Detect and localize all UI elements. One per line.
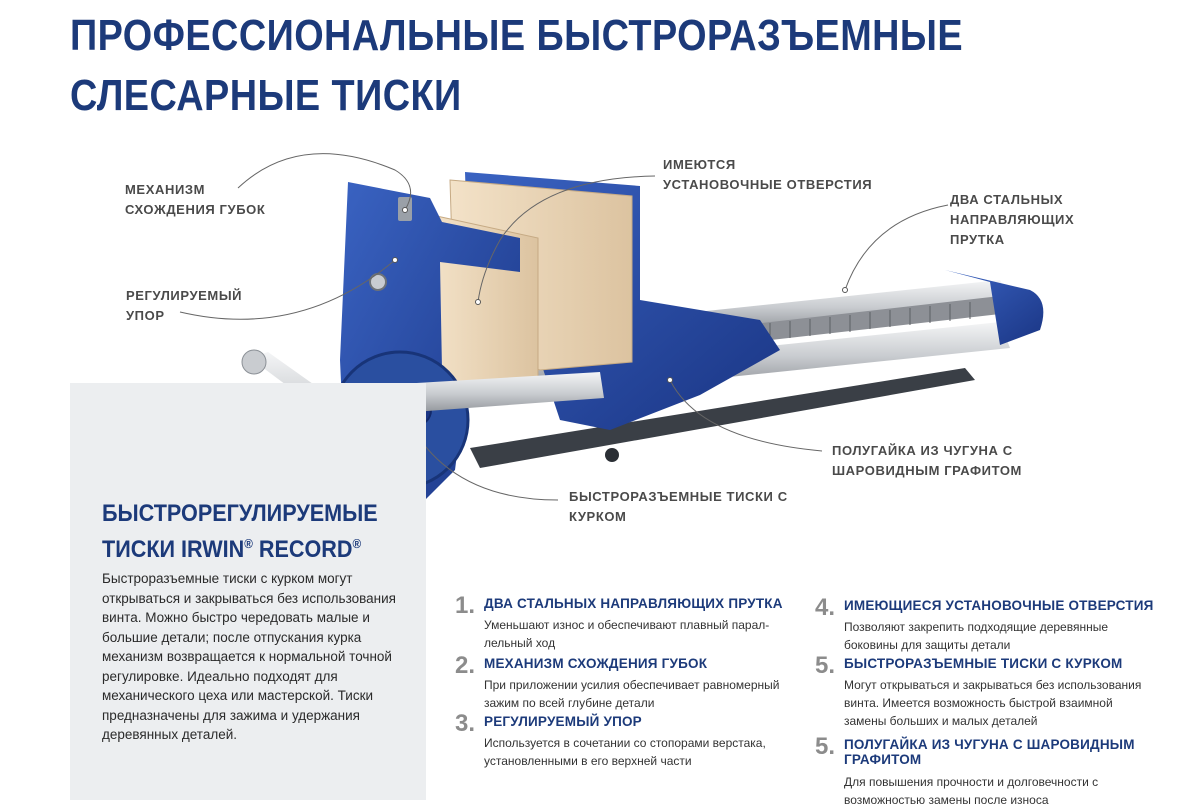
page-title-line-2: СЛЕСАРНЫЕ ТИСКИ: [70, 71, 462, 120]
callout-guide-rods: ДВА СТАЛЬНЫХ НАПРАВЛЯЮЩИХ ПРУТКА: [950, 192, 1075, 247]
feature-item: 1. ДВА СТАЛЬНЫХ НАПРАВЛЯЮЩИХ ПРУТКА Уменьшают износ и обеспечивают плавный парал- лельный ход: [455, 592, 783, 650]
page-title-line-1: ПРОФЕССИОНАЛЬНЫЕ БЫСТРОРАЗЪЕМНЫЕ: [70, 11, 964, 60]
callout-jaw-mechanism: МЕХАНИЗМ СХОЖДЕНИЯ ГУБОК: [125, 182, 266, 217]
callout-adjustable-stop: РЕГУЛИРУЕМЫЙ УПОР: [126, 288, 243, 323]
feature-item: 5. ПОЛУГАЙКА ИЗ ЧУГУНА С ШАРОВИДНЫМ ГРАФИТОМ Для повышения прочности и долговечности с возможностью замены после износа: [815, 733, 1135, 807]
callout-half-nut: ПОЛУГАЙКА ИЗ ЧУГУНА С ШАРОВИДНЫМ ГРАФИТОМ: [832, 443, 1022, 478]
feature-item: 5. БЫСТРОРАЗЪЕМНЫЕ ТИСКИ С КУРКОМ Могут открываться и закрываться без использования винта. Имеется возможность быстрой взаимной замены больших и малых деталей: [815, 652, 1142, 728]
callout-quick-release: БЫСТРОРАЗЪЕМНЫЕ ТИСКИ С КУРКОМ: [569, 489, 788, 524]
feature-item: 3. РЕГУЛИРУЕМЫЙ УПОР Используется в сочетании со стопорами верстака, установленными в его верхней части: [455, 710, 766, 768]
feature-item: 4. ИМЕЮЩИЕСЯ УСТАНОВОЧНЫЕ ОТВЕРСТИЯ Позволяют закрепить подходящие деревянные боковины для защиты детали: [815, 594, 1154, 652]
feature-item: 2. МЕХАНИЗМ СХОЖДЕНИЯ ГУБОК При приложении усилия обеспечивает равномерный зажим по всей глубине детали: [455, 652, 780, 710]
callout-mounting-holes: ИМЕЮТСЯ УСТАНОВОЧНЫЕ ОТВЕРСТИЯ: [663, 157, 873, 192]
info-body: Быстроразъемные тиски с курком могут открываться и закрываться без использования винта. Можно быстро чередовать малые и большие детали; после отпускания курка механизм возвращается к нормальной точной регулировке. Идеально подходят для механического цеха или мастерской. Тиски предназначены для зажима и удержания деревянных деталей.: [102, 571, 396, 742]
info-panel: [70, 383, 426, 800]
info-heading: БЫСТРОРЕГУЛИРУЕМЫЕ ТИСКИ IRWIN® RECORD®: [102, 500, 378, 563]
